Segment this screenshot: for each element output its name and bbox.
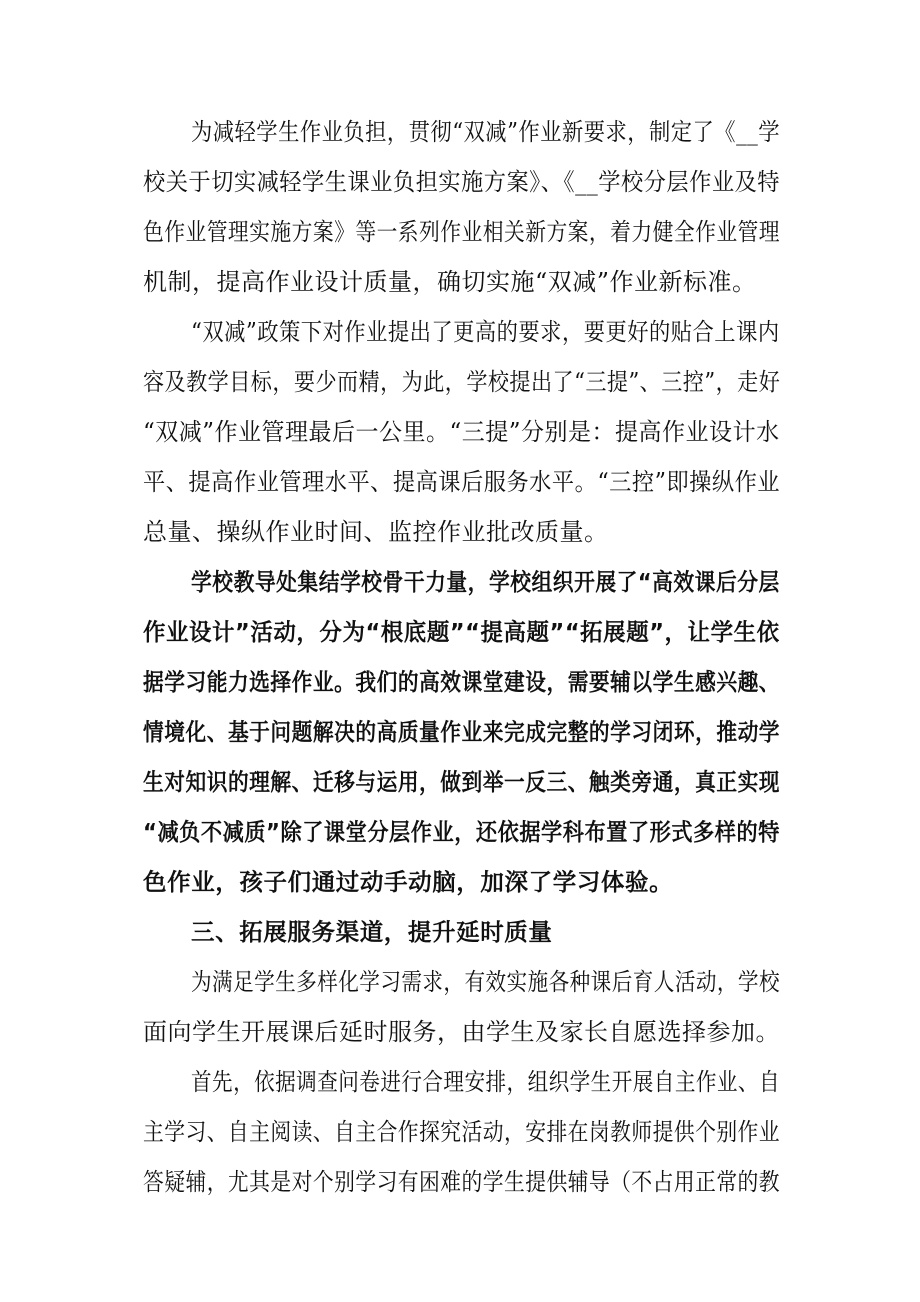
paragraph-2-line-5: 总量、操纵作业时间、监控作业批改质量。 [143, 518, 609, 546]
paragraph-5-line-2: 主学习、自主阅读、自主合作探究活动，安排在岗教师提供个别作业 [143, 1118, 781, 1146]
paragraph-4-line-2: 面向学生开展课后延时服务，由学生及家长自愿选择参加。 [143, 1018, 780, 1046]
paragraph-3-line-3: 据学习能力选择作业。我们的高效课堂建设，需要辅以学生感兴趣、 [143, 668, 781, 696]
paragraph-3-line-7: 色作业，孩子们通过动手动脑，加深了学习体验。 [143, 868, 674, 896]
paragraph-3-line-5: 生对知识的理解、迁移与运用，做到举一反三、触类旁通，真正实现 [143, 768, 781, 796]
paragraph-1-line-1: 为减轻学生作业负担，贯彻“双减”作业新要求，制定了《__学 [191, 118, 781, 146]
paragraph-4-line-1: 为满足学生多样化学习需求，有效实施各种课后育人活动，学校 [191, 968, 780, 996]
paragraph-2-line-2: 容及教学目标，要少而精，为此，学校提出了“三提”、三控”，走好 [143, 368, 781, 396]
paragraph-3-line-6: “减负不减质”除了课堂分层作业，还依据学科布置了形式多样的特 [143, 818, 780, 846]
paragraph-2-line-4: 平、提高作业管理水平、提高课后服务水平。“三控”即操纵作业 [143, 468, 781, 496]
paragraph-3-line-4: 情境化、基于问题解决的高质量作业来完成完整的学习闭环，推动学 [143, 718, 781, 746]
paragraph-2-line-1: “双减”政策下对作业提出了更高的要求，要更好的贴合上课内 [191, 318, 780, 346]
paragraph-3-line-1: 学校教导处集结学校骨干力量，学校组织开展了“高效课后分层 [191, 568, 780, 596]
paragraph-1-line-2: 校关于切实减轻学生课业负担实施方案》、《__学校分层作业及特 [143, 168, 780, 196]
section-heading-3: 三、拓展服务渠道，提升延时质量 [191, 918, 553, 946]
paragraph-3-line-2: 作业设计”活动，分为“根底题”“提高题”“拓展题”，让学生依 [143, 618, 780, 646]
paragraph-1-line-3: 色作业管理实施方案》等一系列作业相关新方案，着力健全作业管理 [143, 218, 781, 246]
paragraph-5-line-1: 首先，依据调查问卷进行合理安排，组织学生开展自主作业、自 [191, 1068, 780, 1096]
paragraph-5-line-3: 答疑辅，尤其是对个别学习有困难的学生提供辅导（不占用正常的教 [143, 1168, 781, 1196]
paragraph-2-line-3: “双减”作业管理最后一公里。“三提”分别是：提高作业设计水 [143, 418, 780, 446]
paragraph-1-line-4: 机制，提高作业设计质量，确切实施“双减”作业新标准。 [143, 268, 757, 296]
